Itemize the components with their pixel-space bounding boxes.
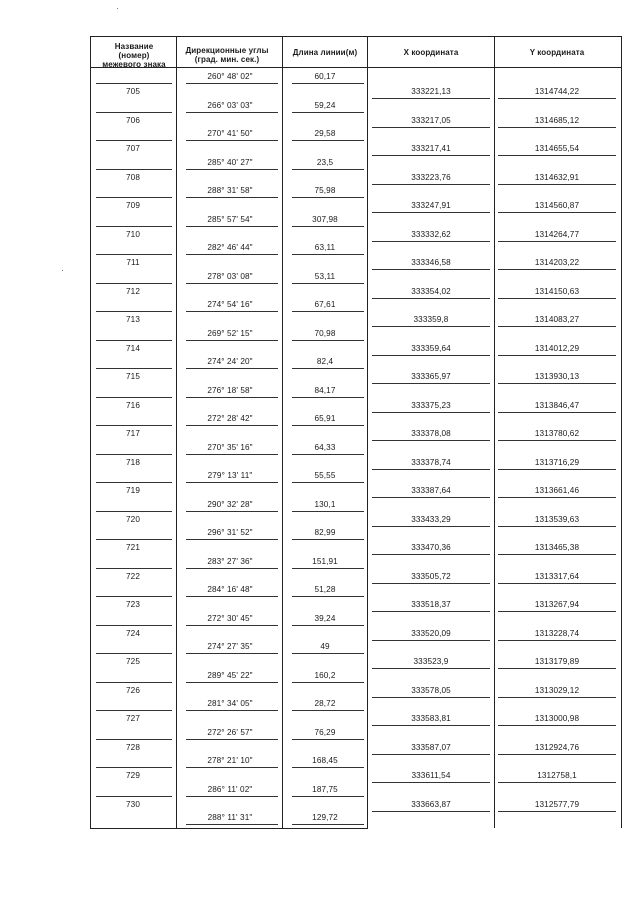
cell-underline bbox=[372, 212, 490, 213]
point-y-coordinate: 1313267,94 bbox=[534, 600, 580, 609]
cell-underline bbox=[498, 127, 616, 128]
scan-speck bbox=[62, 270, 63, 271]
point-name: 726 bbox=[126, 685, 140, 695]
cell-underline bbox=[96, 197, 172, 198]
cell-underline bbox=[186, 767, 278, 768]
point-x-coordinate: 333378,74 bbox=[411, 457, 451, 467]
cell-underline bbox=[186, 796, 278, 797]
point-x-coordinate: 333523,9 bbox=[413, 657, 449, 666]
cell-underline bbox=[498, 583, 616, 584]
cell-underline bbox=[292, 539, 364, 540]
segment-length: 51,28 bbox=[314, 585, 336, 594]
point-y-coordinate: 1314150,63 bbox=[534, 286, 580, 296]
point-name: 727 bbox=[126, 714, 140, 723]
point-x-coordinate: 333354,02 bbox=[411, 286, 451, 296]
cell-underline bbox=[96, 454, 172, 455]
cell-underline bbox=[96, 340, 172, 341]
point-name: 717 bbox=[126, 429, 140, 438]
point-x-coordinate: 333470,36 bbox=[411, 543, 451, 552]
segment-length: 168,45 bbox=[312, 756, 338, 765]
point-name: 715 bbox=[126, 372, 140, 381]
cell-underline bbox=[186, 739, 278, 740]
scan-speck bbox=[117, 8, 118, 9]
point-y-coordinate: 1313228,74 bbox=[534, 628, 580, 638]
point-name: 724 bbox=[126, 628, 140, 638]
cell-underline bbox=[498, 611, 616, 612]
point-y-coordinate: 1313780,62 bbox=[534, 429, 580, 438]
cell-underline bbox=[292, 226, 364, 227]
point-y-coordinate: 1314083,27 bbox=[534, 315, 580, 324]
point-x-coordinate: 333578,05 bbox=[411, 685, 451, 695]
cell-underline bbox=[186, 653, 278, 654]
cell-underline bbox=[372, 355, 490, 356]
segment-angle: 278° 21' 10" bbox=[207, 756, 253, 765]
cell-underline bbox=[96, 226, 172, 227]
cell-underline bbox=[292, 511, 364, 512]
cell-underline bbox=[498, 326, 616, 327]
cell-underline bbox=[96, 739, 172, 740]
cell-underline bbox=[96, 710, 172, 711]
cell-underline bbox=[372, 668, 490, 669]
segment-length: 64,33 bbox=[314, 442, 336, 452]
header-directional-angles: Дирекционные углы (град. мин. сек.) bbox=[185, 46, 269, 64]
point-x-coordinate: 333223,76 bbox=[411, 172, 451, 182]
cell-underline bbox=[292, 340, 364, 341]
point-name: 723 bbox=[126, 600, 140, 609]
point-name: 730 bbox=[126, 799, 140, 809]
point-x-coordinate: 333359,64 bbox=[411, 343, 451, 353]
cell-underline bbox=[498, 754, 616, 755]
segment-angle: 285° 57' 54" bbox=[207, 214, 253, 224]
cell-underline bbox=[498, 155, 616, 156]
point-x-coordinate: 333387,64 bbox=[411, 486, 451, 495]
table-rule bbox=[90, 828, 368, 829]
point-name: 707 bbox=[126, 144, 140, 153]
point-name: 714 bbox=[126, 343, 140, 353]
cell-underline bbox=[498, 184, 616, 185]
cell-underline bbox=[498, 440, 616, 441]
cell-underline bbox=[292, 169, 364, 170]
segment-length: 307,98 bbox=[312, 214, 338, 224]
cell-underline bbox=[186, 482, 278, 483]
point-x-coordinate: 333518,37 bbox=[411, 600, 451, 609]
point-name: 720 bbox=[126, 514, 140, 524]
segment-length: 55,55 bbox=[314, 471, 336, 480]
point-y-coordinate: 1312577,79 bbox=[534, 799, 580, 809]
cell-underline bbox=[186, 596, 278, 597]
cell-underline bbox=[96, 397, 172, 398]
cell-underline bbox=[498, 640, 616, 641]
point-x-coordinate: 333611,54 bbox=[411, 771, 451, 780]
point-y-coordinate: 1314012,29 bbox=[534, 343, 580, 353]
cell-underline bbox=[186, 682, 278, 683]
segment-length: 76,29 bbox=[314, 727, 336, 737]
point-y-coordinate: 1313317,64 bbox=[534, 571, 580, 581]
cell-underline bbox=[292, 568, 364, 569]
table-rule bbox=[90, 36, 622, 37]
segment-angle: 281° 34' 05" bbox=[207, 699, 253, 708]
cell-underline bbox=[372, 412, 490, 413]
cell-underline bbox=[292, 682, 364, 683]
cell-underline bbox=[186, 397, 278, 398]
cell-underline bbox=[96, 539, 172, 540]
cell-underline bbox=[186, 140, 278, 141]
cell-underline bbox=[292, 283, 364, 284]
cell-underline bbox=[96, 625, 172, 626]
cell-underline bbox=[96, 368, 172, 369]
point-y-coordinate: 1313716,29 bbox=[534, 457, 580, 467]
segment-angle: 290° 32' 28" bbox=[207, 499, 253, 509]
point-name: 712 bbox=[126, 286, 140, 296]
table-rule bbox=[176, 36, 177, 828]
segment-angle: 266° 03' 03" bbox=[207, 100, 253, 110]
segment-length: 59,24 bbox=[314, 100, 336, 110]
cell-underline bbox=[186, 283, 278, 284]
cell-underline bbox=[96, 169, 172, 170]
segment-angle: 272° 28' 42" bbox=[207, 414, 253, 423]
cell-underline bbox=[96, 653, 172, 654]
point-name: 719 bbox=[126, 486, 140, 495]
segment-length: 65,91 bbox=[314, 414, 336, 423]
header-line-length: Длина линии(м) bbox=[292, 48, 358, 57]
point-x-coordinate: 333247,91 bbox=[411, 201, 451, 210]
point-x-coordinate: 333217,05 bbox=[411, 115, 451, 125]
table-rule bbox=[621, 36, 622, 828]
point-y-coordinate: 1313000,98 bbox=[534, 714, 580, 723]
point-y-coordinate: 1314632,91 bbox=[534, 172, 580, 182]
cell-underline bbox=[372, 298, 490, 299]
cell-underline bbox=[292, 739, 364, 740]
segment-angle: 282° 46' 44" bbox=[207, 243, 253, 252]
point-y-coordinate: 1314560,87 bbox=[534, 201, 580, 210]
cell-underline bbox=[186, 454, 278, 455]
segment-angle: 288° 31' 58" bbox=[207, 186, 253, 195]
cell-underline bbox=[498, 412, 616, 413]
point-y-coordinate: 1314685,12 bbox=[534, 115, 580, 125]
cell-underline bbox=[186, 226, 278, 227]
cell-underline bbox=[498, 98, 616, 99]
cell-underline bbox=[96, 511, 172, 512]
segment-length: 160,2 bbox=[314, 670, 336, 680]
segment-length: 70,98 bbox=[314, 328, 336, 338]
cell-underline bbox=[96, 596, 172, 597]
cell-underline bbox=[186, 340, 278, 341]
point-x-coordinate: 333375,23 bbox=[411, 400, 451, 410]
point-name: 711 bbox=[126, 258, 140, 267]
segment-angle: 276° 18' 58" bbox=[207, 385, 253, 395]
cell-underline bbox=[372, 611, 490, 612]
segment-length: 39,24 bbox=[314, 613, 336, 623]
point-y-coordinate: 1314203,22 bbox=[534, 258, 580, 267]
point-x-coordinate: 333505,72 bbox=[411, 571, 451, 581]
point-x-coordinate: 333378,08 bbox=[411, 429, 451, 438]
segment-length: 23,5 bbox=[316, 157, 334, 167]
point-x-coordinate: 333520,09 bbox=[411, 628, 451, 638]
cell-underline bbox=[498, 269, 616, 270]
segment-angle: 284° 16' 48" bbox=[207, 585, 253, 594]
header-point-name: Название (номер) межевого знака bbox=[102, 42, 166, 69]
point-y-coordinate: 1313661,46 bbox=[534, 486, 580, 495]
cell-underline bbox=[498, 241, 616, 242]
cell-underline bbox=[292, 112, 364, 113]
cell-underline bbox=[292, 140, 364, 141]
segment-length: 75,98 bbox=[314, 186, 336, 195]
cell-underline bbox=[292, 625, 364, 626]
table-rule bbox=[367, 36, 368, 828]
cell-underline bbox=[292, 710, 364, 711]
cell-underline bbox=[186, 83, 278, 84]
cell-underline bbox=[186, 425, 278, 426]
point-name: 721 bbox=[126, 543, 140, 552]
segment-angle: 270° 35' 16" bbox=[207, 442, 253, 452]
cell-underline bbox=[186, 368, 278, 369]
cell-underline bbox=[96, 283, 172, 284]
cell-underline bbox=[186, 824, 278, 825]
cell-underline bbox=[498, 782, 616, 783]
segment-length: 129,72 bbox=[312, 813, 338, 822]
segment-length: 29,58 bbox=[314, 129, 336, 138]
point-x-coordinate: 333217,41 bbox=[411, 144, 451, 153]
cell-underline bbox=[96, 112, 172, 113]
point-y-coordinate: 1312758,1 bbox=[537, 771, 577, 780]
cell-underline bbox=[498, 526, 616, 527]
header-y-coordinate: Y координата bbox=[529, 48, 585, 57]
cell-underline bbox=[186, 511, 278, 512]
point-y-coordinate: 1314744,22 bbox=[534, 87, 580, 96]
cell-underline bbox=[96, 682, 172, 683]
segment-length: 63,11 bbox=[314, 243, 336, 252]
header-x-coordinate: X координата bbox=[403, 48, 459, 57]
cell-underline bbox=[186, 112, 278, 113]
segment-angle: 272° 30' 45" bbox=[207, 613, 253, 623]
cell-underline bbox=[372, 640, 490, 641]
segment-angle: 279° 13' 11" bbox=[207, 471, 253, 480]
cell-underline bbox=[498, 469, 616, 470]
cell-underline bbox=[498, 811, 616, 812]
cell-underline bbox=[292, 254, 364, 255]
cell-underline bbox=[372, 241, 490, 242]
cell-underline bbox=[498, 668, 616, 669]
cell-underline bbox=[186, 254, 278, 255]
cell-underline bbox=[372, 697, 490, 698]
cell-underline bbox=[96, 140, 172, 141]
point-y-coordinate: 1313179,89 bbox=[534, 657, 580, 666]
point-x-coordinate: 333583,81 bbox=[411, 714, 451, 723]
segment-length: 151,91 bbox=[312, 556, 338, 566]
segment-length: 67,61 bbox=[314, 300, 336, 309]
cell-underline bbox=[96, 796, 172, 797]
segment-angle: 288° 11' 31" bbox=[207, 813, 253, 822]
point-x-coordinate: 333221,13 bbox=[411, 87, 451, 96]
segment-length: 84,17 bbox=[314, 385, 336, 395]
point-name: 729 bbox=[126, 771, 140, 780]
cell-underline bbox=[292, 796, 364, 797]
segment-angle: 285° 40' 27" bbox=[207, 157, 253, 167]
point-name: 708 bbox=[126, 172, 140, 182]
segment-angle: 278° 03' 08" bbox=[207, 271, 253, 281]
cell-underline bbox=[498, 298, 616, 299]
segment-angle: 274° 54' 16" bbox=[207, 300, 253, 309]
cell-underline bbox=[96, 425, 172, 426]
cell-underline bbox=[186, 169, 278, 170]
table-rule bbox=[282, 36, 283, 828]
point-x-coordinate: 333663,87 bbox=[411, 799, 451, 809]
table-rule bbox=[494, 36, 495, 828]
segment-angle: 269° 52' 15" bbox=[207, 328, 253, 338]
segment-length: 53,11 bbox=[314, 271, 336, 281]
cell-underline bbox=[372, 326, 490, 327]
cell-underline bbox=[372, 269, 490, 270]
point-x-coordinate: 333433,29 bbox=[411, 514, 451, 524]
point-name: 709 bbox=[126, 201, 140, 210]
cell-underline bbox=[292, 767, 364, 768]
cell-underline bbox=[372, 725, 490, 726]
segment-angle: 283° 27' 36" bbox=[207, 556, 253, 566]
cell-underline bbox=[292, 197, 364, 198]
segment-length: 82,99 bbox=[314, 528, 336, 537]
cell-underline bbox=[292, 824, 364, 825]
cell-underline bbox=[372, 811, 490, 812]
cell-underline bbox=[292, 425, 364, 426]
cell-underline bbox=[292, 454, 364, 455]
cell-underline bbox=[498, 355, 616, 356]
cell-underline bbox=[372, 383, 490, 384]
cell-underline bbox=[498, 554, 616, 555]
segment-length: 82,4 bbox=[316, 357, 334, 366]
point-name: 706 bbox=[126, 115, 140, 125]
cell-underline bbox=[372, 440, 490, 441]
cell-underline bbox=[498, 212, 616, 213]
cell-underline bbox=[186, 568, 278, 569]
cell-underline bbox=[498, 383, 616, 384]
cell-underline bbox=[96, 568, 172, 569]
point-y-coordinate: 1314655,54 bbox=[534, 144, 580, 153]
point-y-coordinate: 1314264,77 bbox=[534, 229, 580, 239]
point-y-coordinate: 1313930,13 bbox=[534, 372, 580, 381]
point-y-coordinate: 1312924,76 bbox=[534, 742, 580, 752]
point-name: 705 bbox=[126, 87, 140, 96]
point-name: 716 bbox=[126, 400, 140, 410]
segment-length: 130,1 bbox=[314, 499, 336, 509]
cell-underline bbox=[498, 697, 616, 698]
segment-angle: 289° 45' 22" bbox=[207, 670, 253, 680]
cell-underline bbox=[372, 526, 490, 527]
cell-underline bbox=[292, 83, 364, 84]
cell-underline bbox=[186, 311, 278, 312]
point-name: 718 bbox=[126, 457, 140, 467]
point-name: 710 bbox=[126, 229, 140, 239]
cell-underline bbox=[96, 482, 172, 483]
point-name: 725 bbox=[126, 657, 140, 666]
cell-underline bbox=[292, 311, 364, 312]
cell-underline bbox=[292, 368, 364, 369]
cell-underline bbox=[96, 83, 172, 84]
point-x-coordinate: 333587,07 bbox=[411, 742, 451, 752]
cell-underline bbox=[372, 583, 490, 584]
cell-underline bbox=[372, 184, 490, 185]
cell-underline bbox=[372, 155, 490, 156]
cell-underline bbox=[186, 625, 278, 626]
cell-underline bbox=[292, 653, 364, 654]
segment-angle: 260° 48' 02" bbox=[207, 72, 253, 81]
point-name: 722 bbox=[126, 571, 140, 581]
point-y-coordinate: 1313029,12 bbox=[534, 685, 580, 695]
cell-underline bbox=[186, 539, 278, 540]
point-x-coordinate: 333332,62 bbox=[411, 229, 451, 239]
point-y-coordinate: 1313846,47 bbox=[534, 400, 580, 410]
segment-angle: 270° 41' 50" bbox=[207, 129, 253, 138]
segment-angle: 296° 31' 52" bbox=[207, 528, 253, 537]
segment-angle: 274° 24' 20" bbox=[207, 357, 253, 366]
point-x-coordinate: 333359,8 bbox=[413, 315, 449, 324]
cell-underline bbox=[292, 397, 364, 398]
point-name: 713 bbox=[126, 315, 140, 324]
segment-length: 49 bbox=[320, 642, 330, 651]
cell-underline bbox=[372, 754, 490, 755]
point-y-coordinate: 1313465,38 bbox=[534, 543, 580, 552]
cell-underline bbox=[498, 725, 616, 726]
point-x-coordinate: 333346,58 bbox=[411, 258, 451, 267]
cell-underline bbox=[498, 497, 616, 498]
segment-angle: 274° 27' 35" bbox=[207, 642, 253, 651]
cell-underline bbox=[372, 98, 490, 99]
cell-underline bbox=[372, 469, 490, 470]
segment-length: 28,72 bbox=[314, 699, 336, 708]
cell-underline bbox=[186, 710, 278, 711]
segment-length: 60,17 bbox=[314, 72, 336, 81]
segment-length: 187,75 bbox=[312, 784, 338, 794]
cell-underline bbox=[372, 497, 490, 498]
point-x-coordinate: 333365,97 bbox=[411, 372, 451, 381]
point-y-coordinate: 1313539,63 bbox=[534, 514, 580, 524]
cell-underline bbox=[372, 782, 490, 783]
cell-underline bbox=[96, 254, 172, 255]
cell-underline bbox=[96, 311, 172, 312]
cell-underline bbox=[96, 767, 172, 768]
segment-angle: 272° 26' 57" bbox=[207, 727, 253, 737]
table-rule bbox=[90, 36, 91, 828]
cell-underline bbox=[372, 554, 490, 555]
cell-underline bbox=[292, 482, 364, 483]
cell-underline bbox=[186, 197, 278, 198]
cell-underline bbox=[372, 127, 490, 128]
cell-underline bbox=[292, 596, 364, 597]
segment-angle: 286° 11' 02" bbox=[207, 784, 253, 794]
point-name: 728 bbox=[126, 742, 140, 752]
